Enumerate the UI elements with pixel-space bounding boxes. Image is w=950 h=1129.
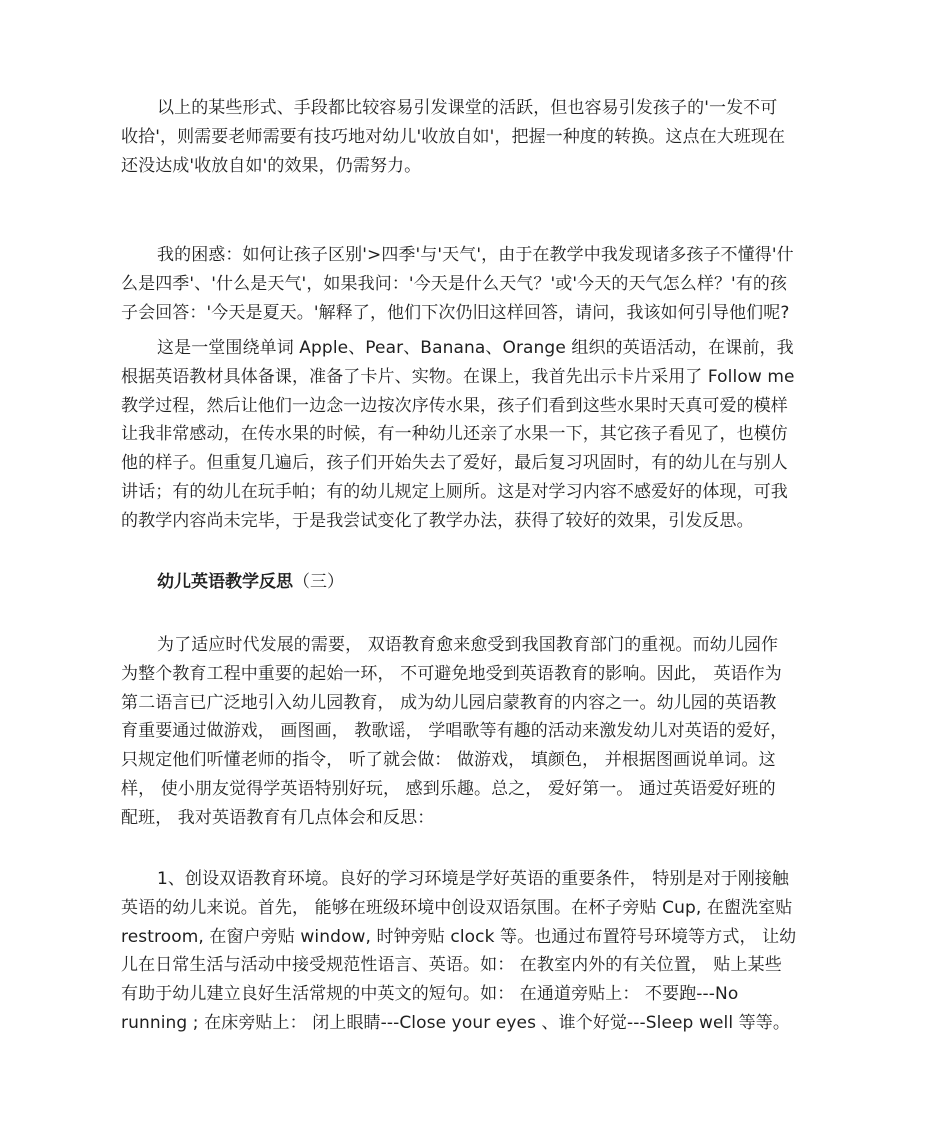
- paragraph-line: 以上的某些形式、手段都比较容易引发课堂的活跃，但也容易引发孩子的'一发不可: [157, 98, 778, 118]
- paragraph-line: 英语的幼儿来说。首先， 能够在班级环境中创设双语氛围。在杯子旁贴 Cup, 在盥洗室贴: [121, 897, 793, 918]
- paragraph-line: running ; 在床旁贴上： 闭上眼睛---Close your eyes 、谁个好觉---Sleep well 等等。: [121, 1012, 790, 1033]
- paragraph-line: 教学过程，然后让他们一边念一边按次序传水果，孩子们看到这些水果时天真可爱的模样: [121, 395, 788, 416]
- paragraph-4: [121, 631, 833, 833]
- paragraph-line: 有助于幼儿建立良好生活常规的中英文的短句。如： 在通道旁贴上： 不要跑---No: [121, 984, 739, 1005]
- paragraph-line: 让我非常感动，在传水果的时候，有一种幼儿还亲了水果一下，其它孩子看见了，也模仿: [121, 424, 788, 445]
- paragraph-line: 育重要通过做游戏， 画图画， 教歌谣， 学唱歌等有趣的活动来激发幼儿对英语的爱好，: [121, 721, 788, 742]
- paragraph-1: [121, 94, 833, 180]
- section-heading-title: 幼儿英语教学反思: [157, 572, 293, 592]
- paragraph-line: 1、创设双语教育环境。良好的学习环境是学好英语的重要条件， 特别是对于刚接触: [157, 869, 790, 889]
- paragraph-line: 子会回答：'今天是夏天。'解释了，他们下次仍旧这样回答，请问，我该如何引导他们呢?: [121, 302, 790, 323]
- paragraph-line: 么是四季'、'什么是天气'，如果我问：'今天是什么天气？'或'今天的天气怎么样？'有的孩: [121, 273, 788, 294]
- paragraph-5: [121, 865, 833, 1038]
- paragraph-line: 我的困惑：如何让孩子区别'>四季'与'天气'，由于在教学中我发现诸多孩子不懂得'什: [157, 245, 794, 265]
- paragraph-line: 样， 使小朋友觉得学英语特别好玩， 感到乐趣。总之， 爱好第一。 通过英语爱好班的: [121, 778, 776, 799]
- paragraph-line: 为整个教育工程中重要的起始一环， 不可避免地受到英语教育的影响。因此， 英语作为: [121, 663, 782, 684]
- paragraph-line: 根据英语教材具体备课，准备了卡片、实物。在课上，我首先出示卡片采用了 Follow me: [121, 366, 795, 387]
- paragraph-line: 为了适应时代发展的需要， 双语教育愈来愈受到我国教育部门的重视。而幼儿园作: [157, 635, 779, 655]
- paragraph-line: 他的样子。但重复几遍后，孩子们开始失去了爱好，最后复习巩固时，有的幼儿在与别人: [121, 453, 788, 474]
- paragraph-line: 这是一堂围绕单词 Apple、Pear、Banana、Orange 组织的英语活动，在课前，我: [157, 338, 794, 358]
- paragraph-3: [121, 334, 833, 536]
- paragraph-line: 收拾'，则需要老师需要有技巧地对幼儿'收放自如'，把握一种度的转换。这点在大班现在: [121, 126, 786, 147]
- paragraph-line: 的教学内容尚未完毕，于是我尝试变化了教学办法，获得了较好的效果，引发反思。: [121, 510, 754, 531]
- paragraph-line: 只规定他们听懂老师的指令， 听了就会做： 做游戏， 填颜色， 并根据图画说单词。这: [121, 750, 776, 771]
- section-heading: [157, 568, 344, 597]
- paragraph-line: 第二语言已广泛地引入幼儿园教育， 成为幼儿园启蒙教育的内容之一。幼儿园的英语教: [121, 692, 777, 713]
- section-heading-suffix: （三）: [293, 572, 344, 592]
- paragraph-line: 还没达成'收放自如'的效果，仍需努力。: [121, 155, 422, 176]
- paragraph-2: [121, 241, 833, 327]
- paragraph-line: 配班， 我对英语教育有几点体会和反思：: [121, 807, 435, 828]
- paragraph-line: 讲话；有的幼儿在玩手帕；有的幼儿规定上厕所。这是对学习内容不感爱好的体现，可我: [121, 481, 788, 502]
- paragraph-line: 儿在日常生活与活动中接受规范性语言、英语。如： 在教室内外的有关位置， 贴上某些: [121, 955, 782, 976]
- paragraph-line: restroom, 在窗户旁贴 window, 时钟旁贴 clock 等。也通过布置符号环境等方式， 让幼: [121, 926, 797, 947]
